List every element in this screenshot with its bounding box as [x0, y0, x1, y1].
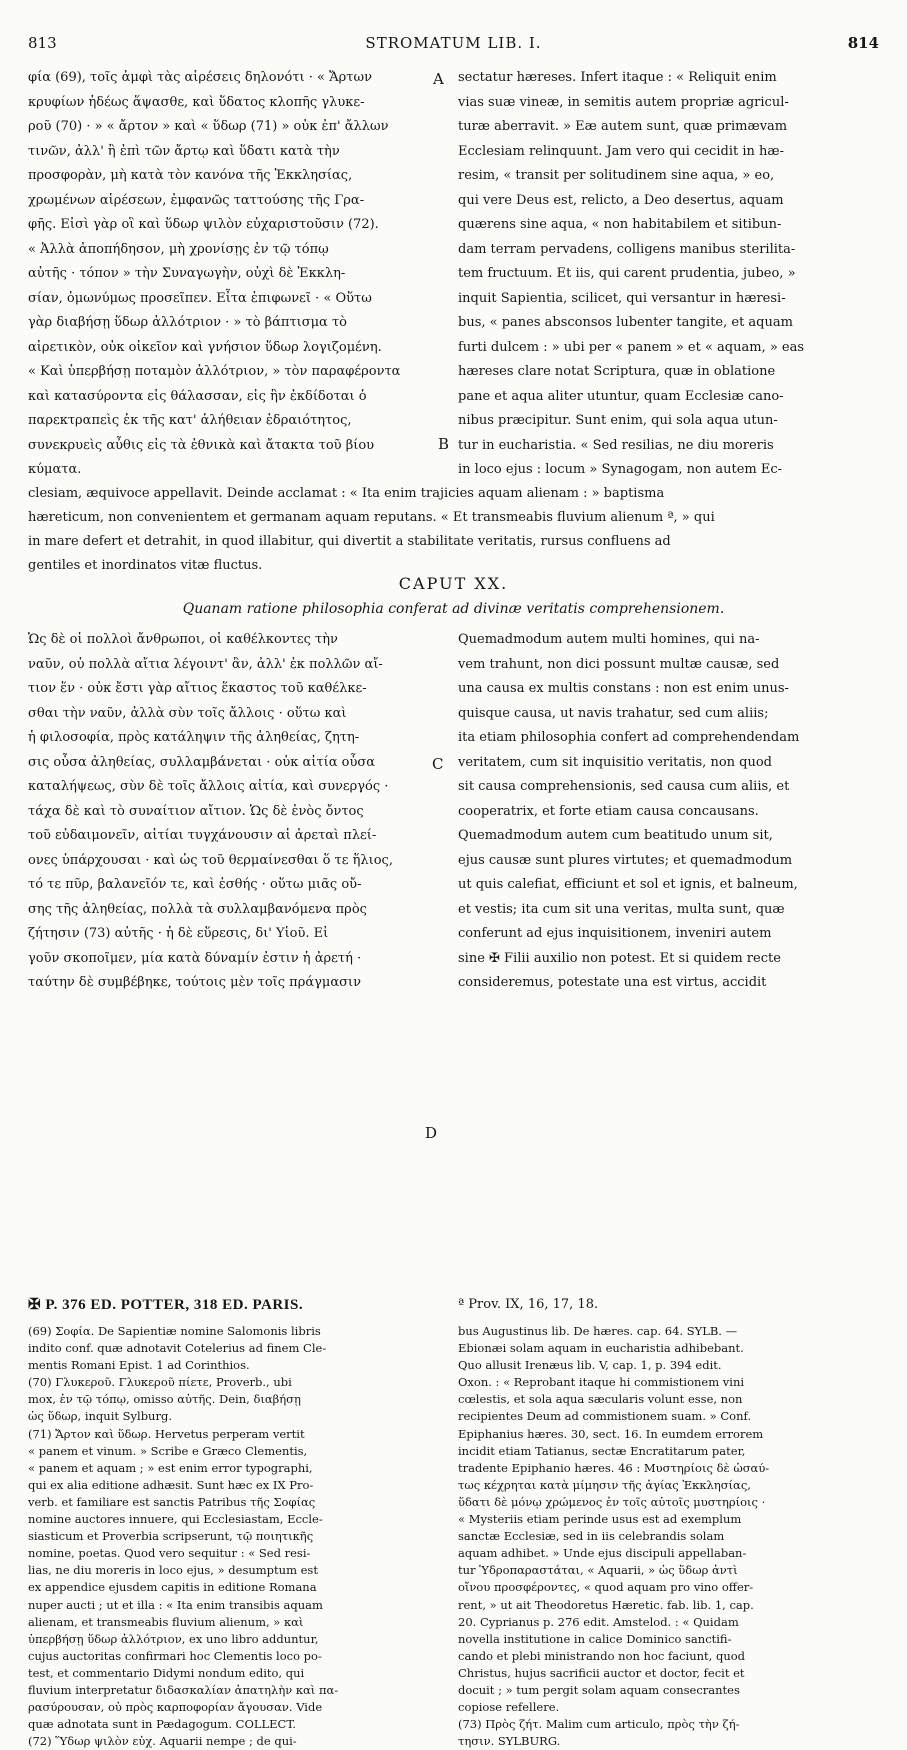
footnote-line: fluvium interpretatur διδασκαλίαν ἀπατηλὴν καὶ πα-	[28, 1682, 339, 1697]
footnote-line: verb. et familiare est sanctis Patribus τῆς Σοφίας	[28, 1494, 316, 1509]
page-number-right: 814	[847, 34, 879, 52]
text-line: σίαν, ὁμωνύμως προσεῖπεν. Εἶτα ἐπιφωνεῖ · « Οὕτω	[28, 290, 372, 306]
footnote-line: « panem et vinum. » Scribe e Græco Clementis,	[28, 1443, 308, 1458]
footnote-line: quæ adnotata sunt in Pædagogum. COLLECT.	[28, 1717, 296, 1732]
text-line: « Ἀλλὰ ἀποπήδησον, μὴ χρονίσῃς ἐν τῷ τόπῳ	[28, 241, 329, 257]
margin-marker-c: C	[432, 755, 444, 773]
text-line: παρεκτραπεὶς ἐκ τῆς κατ' ἀλήθειαν ἑδραιότητος,	[28, 413, 352, 428]
footnote-line: (70) Γλυκεροῦ. Γλυκεροῦ πίετε, Proverb., ubi	[28, 1375, 292, 1390]
footnote-line: bus Augustinus lib. De hæres. cap. 64. SYLB. —	[458, 1324, 738, 1338]
footnote-line: nomine auctores innuere, qui Ecclesiastam, Eccle-	[28, 1512, 323, 1527]
text-line: προσφορὰν, μὴ κατὰ τὸν κανόνα τῆς Ἐκκλησίας,	[28, 168, 353, 183]
footnote-line: copiose refellere.	[458, 1700, 560, 1715]
footnote-line: qui ex alia editione adhæsit. Sunt hæc ex IX Pro-	[28, 1477, 314, 1492]
chapter-subtitle: Quanam ratione philosophia conferat ad divinæ veritatis comprehensionem.	[182, 601, 725, 617]
text-line: σης τῆς ἀληθείας, πολλὰ τὰ συλλαμβανόμενα πρὸς	[28, 901, 367, 917]
footnote-line: alienam, et transmeabis fluvium alienum, » καὶ	[28, 1614, 304, 1629]
text-line: in loco ejus : locum » Synagogam, non autem Ec-	[458, 462, 783, 477]
text-line: Quemadmodum autem multi homines, qui na-	[458, 632, 760, 647]
edition-pagination: ✠ P. 376 ED. POTTER, 318 ED. PARIS.	[28, 1297, 304, 1313]
text-line: τιον ἕν · οὐκ ἔστι γὰρ αἴτιος ἕκαστος τοῦ καθέλκε-	[28, 681, 367, 696]
text-line: ναῦν, οὐ πολλὰ αἴτια λέγοιντ' ἂν, ἀλλ' ἐκ πολλῶν αἴ-	[28, 656, 383, 672]
scripture-reference: ª Prov. IX, 16, 17, 18.	[458, 1297, 599, 1312]
text-line: sectatur hæreses. Infert itaque : « Reliquit enim	[458, 70, 777, 85]
section2-columns	[28, 628, 879, 998]
text-line: γὰρ διαβήσῃ ὕδωρ ἀλλότριον · » τὸ βάπτισμα τὸ	[28, 315, 347, 330]
page-number-left: 813	[28, 34, 57, 52]
text-line: ut quis calefiat, efficiunt et sol et ignis, et balneum,	[458, 877, 798, 892]
footnote-line: Christus, hujus sacrificii auctor et doctor, fecit et	[458, 1665, 745, 1680]
running-title: STROMATUM LIB. I.	[365, 34, 542, 52]
text-line: gentiles et inordinatos vitæ fluctus.	[28, 558, 263, 573]
text-line: Ὡς δὲ οἱ πολλοὶ ἄνθρωποι, οἱ καθέλκοντες τὴν	[28, 632, 338, 647]
footnotes	[28, 1323, 879, 1749]
footnote-line: indito conf. quæ adnotavit Cotelerius ad finem Cle-	[28, 1341, 327, 1356]
footnote-line: « Mysteriis etiam perinde usus est ad exemplum	[458, 1512, 742, 1527]
chapter-heading	[28, 572, 879, 622]
margin-marker-b: B	[438, 435, 450, 453]
footnote-line: incidit etiam Tatianus, sectæ Encratitarum pater,	[458, 1443, 746, 1458]
text-line: φία (69), τοῖς ἀμφὶ τὰς αἱρέσεις δηλονότι · « Ἄρτων	[28, 70, 372, 85]
latin-column	[458, 66, 879, 483]
text-line: turæ aberravit. » Eæ autem sunt, quæ primævam	[458, 119, 788, 134]
text-line: resim, « transit per solitudinem sine aqua, » eo,	[458, 168, 775, 183]
footnote-line: cœlestis, et sola aqua sæcularis volunt esse, non	[458, 1392, 743, 1407]
footnote-line: Ebionæi solam aquam in eucharistia adhibebant.	[458, 1341, 744, 1356]
text-line: συνεκρυεὶς αὖθις εἰς τὰ ἐθνικὰ καὶ ἄτακτα τοῦ βίου	[28, 437, 375, 453]
text-line: τινῶν, ἀλλ' ἢ ἐπὶ τῶν ἄρτῳ καὶ ὕδατι κατὰ τὴν	[28, 143, 340, 159]
text-line: γοῦν σκοποῖμεν, μία κατὰ δύναμίν ἐστιν ἡ ἀρετή ·	[28, 950, 362, 966]
text-line: qui vere Deus est, relicto, a Deo desertus, aquam	[458, 192, 784, 208]
footnote-line: (71) Ἄρτον καὶ ὕδωρ. Hervetus perperam vertit	[28, 1426, 305, 1441]
footnote-line: recipientes Deum ad commistionem suam. » Conf.	[458, 1409, 751, 1424]
footnote-line: ὕδατι δὲ μόνῳ χρώμενος ἐν τοῖς αὐτοῖς μυστηρίοις ·	[458, 1494, 766, 1509]
text-line: sine ✠ Filii auxilio non potest. Et si quidem recte	[458, 950, 781, 966]
footnote-line: ex appendice ejusdem capitis in editione Romana	[28, 1580, 317, 1595]
footnote-line: sanctæ Ecclesiæ, sed in iis celebrandis solam	[458, 1529, 725, 1544]
text-line: φῆς. Εἰσὶ γὰρ οἳ καὶ ὕδωρ ψιλὸν εὐχαριστοῦσιν (72).	[28, 217, 379, 232]
footnote-line: (72) Ὕδωρ ψιλὸν εὐχ. Aquarii nempe ; de qui-	[28, 1734, 297, 1749]
footnote-line: docuit ; » tum pergit solam aquam consecrantes	[458, 1682, 740, 1697]
footnote-line: ρασύρουσαν, οὐ πρὸς καρποφορίαν ἄγουσαν. Vide	[28, 1700, 323, 1715]
text-line: dam terram pervadens, colligens manibus sterilita-	[458, 241, 796, 257]
footnotes-left	[28, 1323, 438, 1750]
text-line: χρωμένων αἱρέσεων, ἐμφανῶς ταττούσης τῆς Γρα-	[28, 192, 365, 208]
text-line: τοῦ εὐδαιμονεῖν, αἰτίαι τυγχάνουσιν αἱ ἀρεταὶ πλεί-	[28, 828, 377, 843]
text-line: ἡ φιλοσοφία, πρὸς κατάληψιν τῆς ἀληθείας, ζητη-	[28, 730, 360, 745]
footnote-line: « panem et aquam ; » est enim error typographi,	[28, 1460, 313, 1475]
footnote-line: Quo allusit Irenæus lib. V, cap. 1, p. 394 edit.	[458, 1358, 722, 1373]
text-line: sit causa comprehensionis, sed causa cum aliis, et	[458, 779, 790, 794]
footnotes-right	[458, 1323, 879, 1750]
footnote-line: lias, ne diu moreris in loco ejus, » desumptum est	[28, 1563, 318, 1578]
footnote-line: siasticum et Proverbia scripserunt, τῷ ποιητικῆς	[28, 1529, 314, 1544]
footnote-line: τως κέχρηται κατὰ μίμησιν τῆς ἁγίας Ἐκκλησίας,	[458, 1477, 751, 1492]
footnote-line: 20. Cyprianus p. 276 edit. Amstelod. : « Quidam	[458, 1614, 739, 1629]
footnote-line: nomine, poetas. Quod vero sequitur : « Sed resi-	[28, 1546, 311, 1561]
footnote-line: (69) Σοφία. De Sapientiæ nomine Salomonis libris	[28, 1324, 321, 1338]
text-line: σις οὖσα ἀληθείας, συλλαμβάνεται · οὐκ αἰτία οὖσα	[28, 754, 376, 770]
text-line: τάχα δὲ καὶ τὸ συναίτιον αἴτιον. Ὡς δὲ ἑνὸς ὄντος	[28, 803, 364, 819]
margin-marker-a: A	[433, 70, 444, 88]
footnote-line: mox, ἐν τῷ τόπῳ, omisso αὐτῆς. Dein, διαβήσῃ	[28, 1392, 301, 1407]
text-line: ζήτησιν (73) αὐτῆς · ἡ δὲ εὕρεσις, δι' Υἱοῦ. Εἰ	[28, 926, 329, 941]
footnote-line: (73) Πρὸς ζήτ. Malim cum articulo, πρὸς τὴν ζή-	[458, 1717, 740, 1732]
text-line: αἱρετικὸν, οὐκ οἰκεῖον καὶ γνήσιον ὕδωρ λογιζομένη.	[28, 339, 382, 355]
text-line: bus, « panes absconsos lubenter tangite, et aquam	[458, 315, 793, 330]
text-line: ταύτην δὲ συμβέβηκε, τούτοις μὲν τοῖς πράγμασιν	[28, 975, 362, 990]
footnote-line: ὡς ὕδωρ, inquit Sylburg.	[28, 1409, 172, 1424]
footnote-line: mentis Romani Epist. 1 ad Corinthios.	[28, 1358, 250, 1373]
text-line: vem trahunt, non dici possunt multæ causæ, sed	[458, 656, 780, 672]
text-line: hæreticum, non convenientem et germanam aquam reputans. « Et transmeabis fluvium alienum ª, » qui	[28, 510, 715, 525]
text-line: veritatem, cum sit inquisitio veritatis, non quod	[458, 754, 772, 770]
margin-marker-d: D	[425, 1124, 438, 1142]
text-line: quisque causa, ut navis trahatur, sed cum aliis;	[458, 705, 769, 721]
text-line: clesiam, æquivoce appellavit. Deinde acclamat : « Ita enim trajicies aquam alienam : » baptisma	[28, 486, 665, 501]
text-line: et vestis; ita cum sit una veritas, multa sunt, quæ	[458, 901, 785, 917]
text-line: quærens sine aqua, « non habitabilem et sitibun-	[458, 217, 782, 232]
text-line: Ecclesiam relinquunt. Jam vero qui cecidit in hæ-	[458, 143, 784, 159]
text-line: inquit Sapientia, scilicet, qui versantur in hæresi-	[458, 290, 786, 306]
text-line: pane et aqua aliter utuntur, quam Ecclesiæ cano-	[458, 388, 784, 404]
footnote-line: cando et plebi ministrando non hoc faciunt, quod	[458, 1648, 746, 1663]
text-line: « Καὶ ὑπερβήσῃ ποταμὸν ἀλλότριον, » τὸν παραφέροντα	[28, 364, 401, 379]
text-line: Quemadmodum autem cum beatitudo unum sit,	[458, 828, 773, 843]
text-line: una causa ex multis constans : non est enim unus-	[458, 681, 789, 696]
text-line: cooperatrix, et forte etiam causa concausans.	[458, 803, 759, 819]
text-line: furti dulcem : » ubi per « panem » et « aquam, » eas	[458, 339, 805, 355]
footnote-line: Epiphanius hæres. 30, sect. 16. In eumdem errorem	[458, 1426, 764, 1441]
footnote-line: Oxon. : « Reprobant itaque hi commistionem vini	[458, 1375, 745, 1390]
page-header	[28, 34, 879, 58]
text-line: tur in eucharistia. « Sed resilias, ne diu moreris	[458, 437, 774, 453]
text-line: ejus causæ sunt plures virtutes; et quemadmodum	[458, 852, 793, 868]
footnote-line: test, et commentario Didymi nondum edito, qui	[28, 1665, 305, 1680]
text-line: tem fructuum. Et iis, qui carent prudentia, jubeo, »	[458, 266, 796, 281]
text-line: hæreses clare notat Scriptura, quæ in oblatione	[458, 364, 776, 379]
text-line: in mare defert et detrahit, in quod illabitur, qui divertit a stabilitate veritatis, rursus confluens ad	[28, 534, 671, 549]
footnote-line: aquam adhibet. » Unde ejus discipuli appellaban-	[458, 1546, 747, 1561]
chapter-title: CAPUT XX.	[398, 574, 509, 593]
footnote-line: τησιν. SYLBURG.	[458, 1734, 561, 1749]
text-line: ροῦ (70) · » « ἄρτον » καὶ « ὕδωρ (71) » οὐκ ἐπ' ἄλλων	[28, 119, 389, 134]
greek-column-2	[28, 628, 438, 996]
text-line: conferunt ad ejus inquisitionem, inveniri autem	[458, 926, 772, 941]
footnote-line: cujus auctoritas confirmari hoc Clementis loco po-	[28, 1648, 322, 1663]
text-line: κρυφίων ἡδέως ἅψασθε, καὶ ὕδατος κλοπῆς γλυκε-	[28, 94, 365, 110]
text-line: τό τε πῦρ, βαλανεῖόν τε, καὶ ἐσθής · οὕτω μιᾶς οὔ-	[28, 877, 362, 892]
latin-column-2	[458, 628, 879, 996]
footnote-line: nuper aucti ; ut et illa : « Ita enim transibis aquam	[28, 1597, 323, 1612]
text-line: ita etiam philosophia confert ad comprehendendam	[458, 730, 800, 745]
text-line: consideremus, potestate una est virtus, accidit	[458, 975, 767, 990]
footnote-line: οἴνου προσφέροντες, « quod aquam pro vino offer-	[458, 1580, 754, 1595]
section1-columns	[28, 66, 879, 486]
greek-column	[28, 66, 438, 483]
text-line: σθαι τὴν ναῦν, ἀλλὰ σὺν τοῖς ἄλλοις · οὕτω καὶ	[28, 705, 347, 721]
footnote-line: rent, » ut ait Theodoretus Hæretic. fab. lib. 1, cap.	[458, 1597, 754, 1612]
footnote-line: tradente Epiphanio hæres. 46 : Μυστηρίοις δὲ ὡσαύ-	[458, 1460, 770, 1475]
text-line: vias suæ vineæ, in semitis autem propriæ agricul-	[458, 94, 789, 110]
footnote-line: tur Ὑδροπαραστάται, « Aquarii, » ὡς ὕδωρ ἀντὶ	[458, 1563, 738, 1578]
footnote-line: ὑπερβήσῃ ὕδωρ ἀλλότριον, ex uno libro adduntur,	[28, 1631, 319, 1646]
full-width-continuation	[28, 482, 879, 578]
text-line: κύματα.	[28, 462, 82, 477]
text-line: καταλήψεως, σὺν δὲ τοῖς ἄλλοις αἰτία, καὶ συνεργός ·	[28, 779, 389, 794]
footnote-line: novella institutione in calice Dominico sanctifi-	[458, 1631, 732, 1646]
text-line: αὐτῆς · τόπον » τὴν Συναγωγὴν, οὐχὶ δὲ Ἐκκλη-	[28, 266, 346, 281]
text-line: ονες ὑπάρχουσαι · καὶ ὡς τοῦ θερμαίνεσθαι ὅ τε ἥλιος,	[28, 852, 393, 868]
text-line: καὶ κατασύροντα εἰς θάλασσαν, εἰς ἣν ἐκδίδοται ὁ	[28, 388, 367, 404]
text-line: nibus præcipitur. Sunt enim, qui sola aqua utun-	[458, 413, 778, 428]
